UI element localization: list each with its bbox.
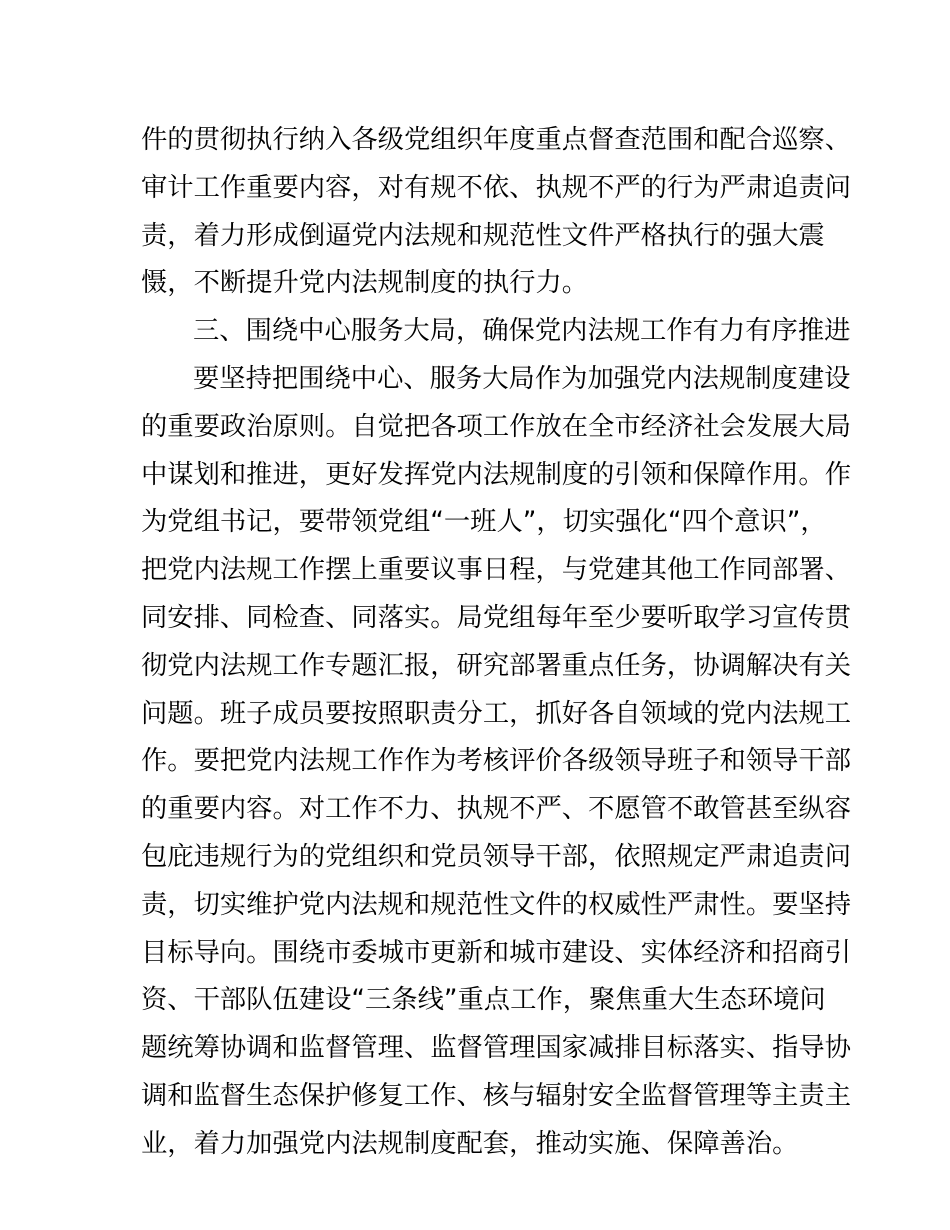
text-line: 件的贯彻执行纳入各级党组织年度重点督查范围和配合巡察、 (141, 125, 852, 155)
text-line: 题统筹协调和监督管理、监督管理国家减排目标落实、指导协 (141, 1033, 852, 1064)
text-line: 目标导向。围绕市委城市更新和城市建设、实体经济和招商引 (141, 937, 852, 968)
text-line: 责，切实维护党内法规和规范性文件的权威性严肃性。要坚持 (141, 889, 852, 920)
text-line: 业，着力加强党内法规制度配套，推动实施、保障善治。 (141, 1128, 799, 1159)
text-line: 的重要政治原则。自觉把各项工作放在全市经济社会发展大局 (141, 411, 852, 442)
text-line: 问题。班子成员要按照职责分工，抓好各自领域的党内法规工 (141, 698, 852, 729)
paragraph-continuation (141, 117, 852, 308)
document-body (141, 117, 852, 1169)
text-line: 同安排、同检查、同落实。局党组每年至少要听取学习宣传贯 (141, 602, 852, 633)
text-line: 中谋划和推进，更好发挥党内法规制度的引领和保障作用。作 (141, 459, 852, 490)
heading-line: 三、围绕中心服务大局，确保党内法规工作有力有序推进 (193, 316, 851, 347)
text-line: 为党组书记，要带领党组“一班人”，切实强化“四个意识”， (141, 507, 827, 538)
section-heading (141, 308, 851, 356)
text-line: 调和监督生态保护修复工作、核与辐射安全监督管理等主责主 (141, 1080, 852, 1111)
paragraph-main (141, 356, 852, 1169)
text-line: 彻党内法规工作专题汇报，研究部署重点任务，协调解决有关 (141, 650, 852, 681)
text-line: 作。要把党内法规工作作为考核评价各级领导班子和领导干部 (141, 746, 852, 777)
text-line: 慑，不断提升党内法规制度的执行力。 (141, 268, 589, 299)
text-line: 资、干部队伍建设“三条线”重点工作，聚焦重大生态环境问 (141, 985, 826, 1016)
text-line: 把党内法规工作摆上重要议事日程，与党建其他工作同部署、 (141, 555, 852, 586)
text-line: 的重要内容。对工作不力、执规不严、不愿管不敢管甚至纵容 (141, 794, 852, 825)
text-line: 责，着力形成倒逼党内法规和规范性文件严格执行的强大震 (141, 220, 825, 251)
text-line: 包庇违规行为的党组织和党员领导干部，依照规定严肃追责问 (141, 841, 852, 872)
text-line: 要坚持把围绕中心、服务大局作为加强党内法规制度建设 (193, 363, 851, 394)
text-line: 审计工作重要内容，对有规不依、执规不严的行为严肃追责问 (141, 172, 852, 203)
